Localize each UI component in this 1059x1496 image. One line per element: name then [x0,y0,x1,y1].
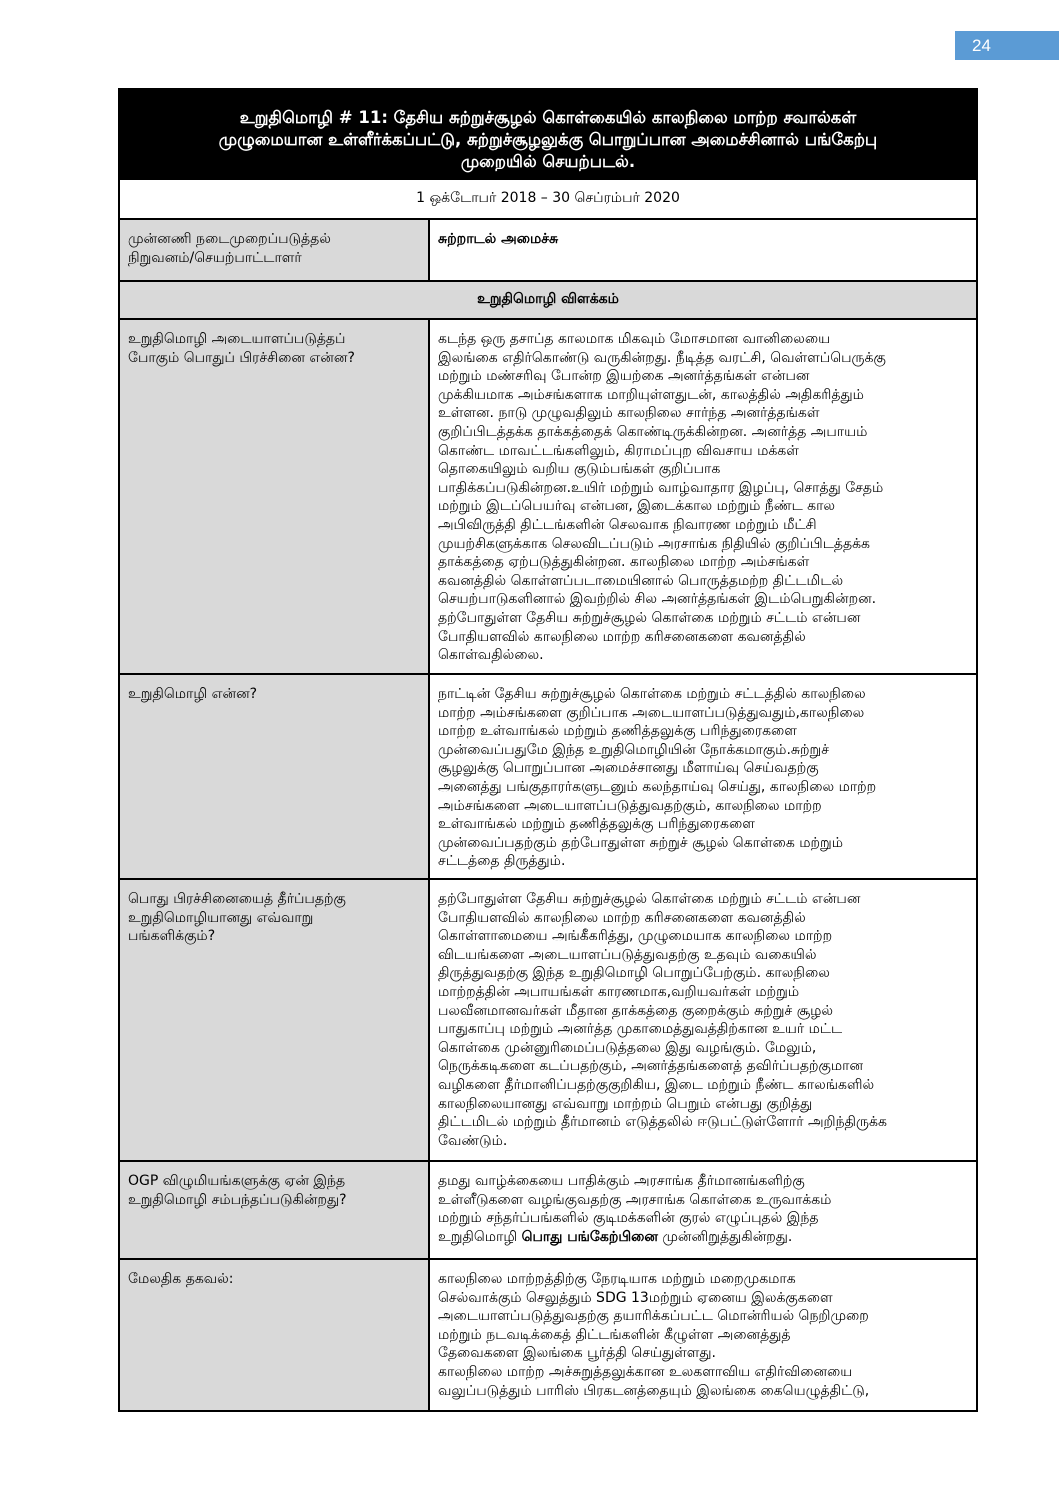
ogp-values-row [120,1162,976,1260]
answer-line: கொள்வதில்லை. [438,647,544,664]
answer-line: மற்றும் மண்சரிவு போன்ற இயற்கை அனர்த்தங்கள் என்பன [438,368,810,385]
answer-line: உள்வாங்கல் மற்றும் தணித்தலுக்கு பரிந்துரைகளை [438,816,755,833]
answer-line: நெருக்கடிகளை கடப்பதற்கும், அனர்த்தங்களைத் தவிர்ப்பதற்குமான [438,1058,864,1075]
section-heading-row [120,282,976,320]
answer-line: சூழலுக்கு பொறுப்பான அமைச்சானது மீளாய்வு செய்வதற்கு [438,760,819,777]
lead-agency-cell [430,220,976,280]
commitment-title-line: உறுதிமொழி # 11: தேசிய சுற்றுச்சூழல் கொள்கையில் காலநிலை மாற்ற சவால்கள் [239,108,857,127]
lead-agency-value: சுற்றாடல் அமைச்சு [438,231,559,247]
answer-line: முக்கியமாக அம்சங்களாக மாறியுள்ளதுடன், காலத்தில் அதிகரித்தும் [438,386,864,403]
answer-line: காலநிலையானது எவ்வாறு மாற்றம் பெறும் என்பது குறித்து [438,1095,813,1112]
ogp-values-answer-lines [438,1172,968,1228]
answer-line: அனைத்து பங்குதாரர்களுடனும் கலந்தாய்வு செய்து, காலநிலை மாற்ற [438,778,877,795]
answer-line: கொள்கை முன்னுரிமைப்படுத்தலை இது வழங்கும். மேலும், [438,1039,817,1056]
lead-agency-row [120,220,976,282]
answer-line: சட்டத்தை திருத்தும். [438,853,566,870]
answer-line: வேண்டும். [438,1132,508,1149]
additional-info-question [120,1260,430,1410]
problem-row [120,320,976,675]
answer-line: மாற்றத்தின் அபாயங்கள் காரணமாக,வறியவர்கள் மற்றும் [438,983,800,1000]
answer-line: தற்போதுள்ள தேசிய சுற்றுச்சூழல் கொள்கை மற்றும் சட்டம் என்பன [438,891,861,907]
answer-line: தாக்கத்தை ஏற்படுத்துகின்றன. காலநிலை மாற்ற அம்சங்கள் [438,554,810,571]
answer-line: தேவைகளை இலங்கை பூர்த்தி செய்துள்ளது. [438,1345,716,1362]
problem-answer [430,320,976,673]
problem-question [120,320,430,673]
question-line: உறுதிமொழி என்ன? [128,686,258,702]
question-line: உறுதிமொழி அடையாளப்படுத்தப் [128,331,346,347]
question-line: OGP விழுமியங்களுக்கு ஏன் இந்த [128,1173,346,1189]
question-line: பங்களிக்கும்? [128,928,216,945]
answer-line: திருத்துவதற்கு இந்த உறுதிமொழி பொறுப்பேற்கும். காலநிலை [438,965,830,982]
commitment-title-line: முழுமையான உள்ளீர்க்கப்பட்டு, சுற்றுச்சூழலுக்கு பொறுப்பான அமைச்சினால் பங்கேற்பு [218,130,878,149]
answer-line: அடையாளப்படுத்துவதற்கு தயாரிக்கப்பட்ட மொன்ரியல் நெறிமுறை [438,1308,869,1325]
answer-line: முயற்சிகளுக்காக செலவிடப்படும் அரசாங்க நிதியில் குறிப்பிடத்தக்க [438,535,870,552]
answer-line: தமது வாழ்க்கையை பாதிக்கும் அரசாங்க தீர்மானங்களிற்கு [438,1173,805,1189]
answer-line: உள்ளன. நாடு முழுவதிலும் காலநிலை சார்ந்த அனர்த்தங்கள் [438,405,820,422]
answer-line: மாற்ற அம்சங்களை குறிப்பாக அடையாளப்படுத்துவதும்,காலநிலை [438,704,865,721]
answer-text: முன்னிறுத்துகின்றது. [657,1228,793,1245]
answer-line: காலநிலை மாற்ற அச்சுறுத்தலுக்கான உலகளாவிய எதிர்வினையை [438,1363,853,1380]
contribution-question [120,880,430,1160]
commitment-period: 1 ஒக்டோபர் 2018 – 30 செப்ரம்பர் 2020 [416,190,680,206]
answer-line: பலவீனமானவர்கள் மீதான தாக்கத்தை குறைக்கும் சுற்றுச் சூழல் [438,1002,833,1019]
page-number-badge: 24 [955,31,1059,60]
commitment-answer [430,675,976,878]
answer-line: திட்டமிடல் மற்றும் தீர்மானம் எடுத்தலில் ஈடுபட்டுள்ளோர் அறிந்திருக்க [438,1114,887,1131]
answer-line: உள்ளீடுகளை வழங்குவதற்கு அரசாங்க கொள்கை உருவாக்கம் [438,1191,832,1208]
answer-text: உறுதிமொழி [438,1228,522,1245]
commitment-title-header [120,90,976,180]
section-title: உறுதிமொழி விளக்கம் [477,291,619,307]
period-row [120,180,976,220]
answer-line: செயற்பாடுகளினால் இவற்றில் சில அனர்த்தங்கள் இடம்பெறுகின்றன. [438,591,877,608]
answer-line: கொள்ளாமையை அங்கீகரித்து, முழுமையாக காலநிலை மாற்ற [438,928,833,945]
lead-agency-label [120,220,430,280]
ogp-values-answer [430,1162,976,1258]
answer-line: தொகையிலும் வறிய குடும்பங்கள் குறிப்பாக [438,461,721,478]
answer-line: அம்சங்களை அடையாளப்படுத்துவதற்கும், காலநிலை மாற்ற [438,797,822,814]
answer-line: கவனத்தில் கொள்ளப்படாமையினால் பொருத்தமற்ற திட்டமிடல் [438,572,844,589]
answer-line: போதியளவில் காலநிலை மாற்ற கரிசனைகளை கவனத்தில் [438,628,806,645]
answer-line: மற்றும் நடவடிக்கைத் திட்டங்களின் கீழுள்ள அனைத்துத் [438,1326,791,1343]
commitment-row [120,675,976,880]
lead-agency-label-line: முன்னணி நடைமுறைப்படுத்தல் [128,231,331,247]
answer-line: நாட்டின் தேசிய சுற்றுச்சூழல் கொள்கை மற்றும் சட்டத்தில் காலநிலை [438,686,866,702]
answer-line: போதியளவில் காலநிலை மாற்ற கரிசனைகளை கவனத்தில் [438,909,806,926]
question-line: பொது பிரச்சினையைத் தீர்ப்பதற்கு [128,891,346,907]
answer-line: குறிப்பிடத்தக்க தாக்கத்தைக் கொண்டிருக்கின்றன. அனர்த்த அபாயம் [438,423,868,440]
contribution-row [120,880,976,1162]
answer-line: விடயங்களை அடையாளப்படுத்துவதற்கு உதவும் வகையில் [438,946,817,963]
answer-line: இலங்கை எதிர்கொண்டு வருகின்றது. நீடித்த வரட்சி, வெள்ளப்பெருக்கு [438,349,886,366]
question-line: போகும் பொதுப் பிரச்சினை என்ன? [128,349,355,366]
additional-info-row [120,1260,976,1410]
answer-line: கடந்த ஒரு தசாப்த காலமாக மிகவும் மோசமான வானிலையை [438,331,831,347]
commitment-question [120,675,430,878]
answer-line [438,1228,968,1247]
answer-line: தற்போதுள்ள தேசிய சுற்றுச்சூழல் கொள்கை மற்றும் சட்டம் என்பன [438,609,861,626]
commitment-title [130,107,966,173]
answer-line: அபிவிருத்தி திட்டங்களின் செலவாக நிவாரண மற்றும் மீட்சி [438,516,817,533]
commitment-title-line: முறையில் செயற்படல். [460,152,636,171]
ogp-values-question [120,1162,430,1258]
answer-line: மாற்ற உள்வாங்கல் மற்றும் தணித்தலுக்கு பரிந்துரைகளை [438,723,797,740]
question-line: உறுதிமொழி சம்பந்தப்படுகின்றது? [128,1191,347,1208]
question-line: உறுதிமொழியானது எவ்வாறு [128,909,314,926]
answer-line: கொண்ட மாவட்டங்களிலும், கிராமப்புற விவசாய மக்கள் [438,442,799,459]
answer-line: முன்வைப்பதுமே இந்த உறுதிமொழியின் நோக்கமாகும்.சுற்றுச் [438,741,830,758]
answer-line: காலநிலை மாற்றத்திற்கு நேரடியாக மற்றும் மறைமுகமாக [438,1271,796,1287]
question-line: மேலதிக தகவல்: [128,1271,234,1287]
answer-line: மற்றும் சந்தர்ப்பங்களில் குடிமக்களின் குரல் எழுப்புதல் இந்த [438,1210,819,1227]
answer-line: மற்றும் இடப்பெயர்வு என்பன, இடைக்கால மற்றும் நீண்ட கால [438,498,836,515]
answer-line: வழிகளை தீர்மானிப்பதற்குகுறிகிய, இடை மற்றும் நீண்ட காலங்களில் [438,1076,875,1093]
answer-line: செல்வாக்கும் செலுத்தும் SDG 13மற்றும் ஏனைய இலக்குகளை [438,1289,833,1306]
lead-agency-label-line: நிறுவனம்/செயற்பாட்டாளர் [128,249,302,266]
contribution-answer [430,880,976,1160]
public-participation-emphasis: பொது பங்கேற்பினை [521,1228,658,1245]
additional-info-answer [430,1260,976,1410]
commitment-table [118,88,978,1412]
answer-line: வலுப்படுத்தும் பாரிஸ் பிரகடனத்தையும் இலங்கை கையெழுத்திட்டு, [438,1382,870,1399]
answer-line: பாதுகாப்பு மற்றும் அனர்த்த முகாமைத்துவத்திற்கான உயர் மட்ட [438,1021,843,1038]
answer-line: பாதிக்கப்படுகின்றன.உயிர் மற்றும் வாழ்வாதார இழப்பு, சொத்து சேதம் [438,479,884,496]
answer-line: முன்வைப்பதற்கும் தற்போதுள்ள சுற்றுச் சூழல் கொள்கை மற்றும் [438,834,844,851]
